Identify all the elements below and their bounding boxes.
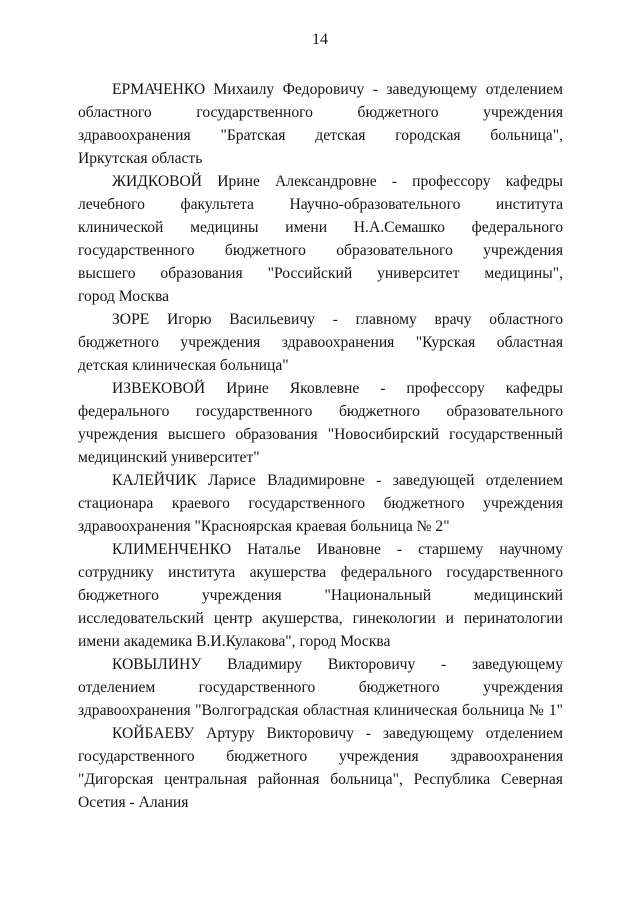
entry-line: город Москва: [78, 288, 170, 305]
entry-line: ЗОРЕ Игорю Васильевичу - главному врачу областного: [112, 311, 563, 328]
entry-line: клинической медицины имени Н.А.Семашко федерального: [78, 219, 563, 236]
entry-line: исследовательский центр акушерства, гинекологии и перинатологии: [78, 610, 563, 627]
entry-line: федерального государственного бюджетного образовательного: [78, 403, 563, 420]
entry-line: здравоохранения "Братская детская городская больница",: [78, 127, 563, 144]
entry-line: "Дигорская центральная районная больница", Республика Северная: [78, 771, 563, 788]
entry-line: областного государственного бюджетного учреждения: [78, 104, 563, 121]
entry-line: медицинский университет": [78, 449, 260, 466]
entry-line: сотруднику института акушерства федерального государственного: [78, 564, 563, 581]
entry-line: имени академика В.И.Кулакова", город Москва: [78, 633, 391, 650]
entry-line: государственного бюджетного учреждения здравоохранения: [78, 748, 563, 765]
entry-line: учреждения высшего образования "Новосибирский государственный: [78, 426, 563, 443]
entry-line: детская клиническая больница": [78, 357, 289, 374]
entry-line: здравоохранения "Красноярская краевая больница № 2": [78, 518, 450, 535]
entry-line: ЕРМАЧЕНКО Михаилу Федоровичу - заведующему отделением: [112, 81, 563, 98]
entry-line: лечебного факультета Научно-образовательного института: [78, 196, 563, 213]
entry-line: ИЗВЕКОВОЙ Ирине Яковлевне - профессору кафедры: [112, 380, 563, 397]
entry-line: КОВЫЛИНУ Владимиру Викторовичу - заведующему: [112, 656, 563, 673]
entry-line: КАЛЕЙЧИК Ларисе Владимировне - заведующей отделением: [112, 472, 563, 489]
entry-line: бюджетного учреждения "Национальный медицинский: [78, 587, 563, 604]
entry-line: ЖИДКОВОЙ Ирине Александровне - профессору кафедры: [112, 173, 563, 190]
entry-line: здравоохранения "Волгоградская областная клиническая больница № 1": [78, 702, 563, 719]
entry-line: высшего образования "Российский университет медицины",: [78, 265, 563, 282]
entry-line: КОЙБАЕВУ Артуру Викторовичу - заведующему отделением: [112, 725, 563, 742]
entry-line: Осетия - Алания: [78, 794, 189, 811]
entry-line: отделением государственного бюджетного учреждения: [78, 679, 563, 696]
entry-line: государственного бюджетного образовательного учреждения: [78, 242, 563, 259]
entry-line: КЛИМЕНЧЕНКО Наталье Ивановне - старшему научному: [112, 541, 563, 558]
entry-line: Иркутская область: [78, 150, 203, 167]
entry-line: стационара краевого государственного бюджетного учреждения: [78, 495, 563, 512]
entry-line: бюджетного учреждения здравоохранения "Курская областная: [78, 334, 563, 351]
page-number: 14: [312, 31, 328, 48]
